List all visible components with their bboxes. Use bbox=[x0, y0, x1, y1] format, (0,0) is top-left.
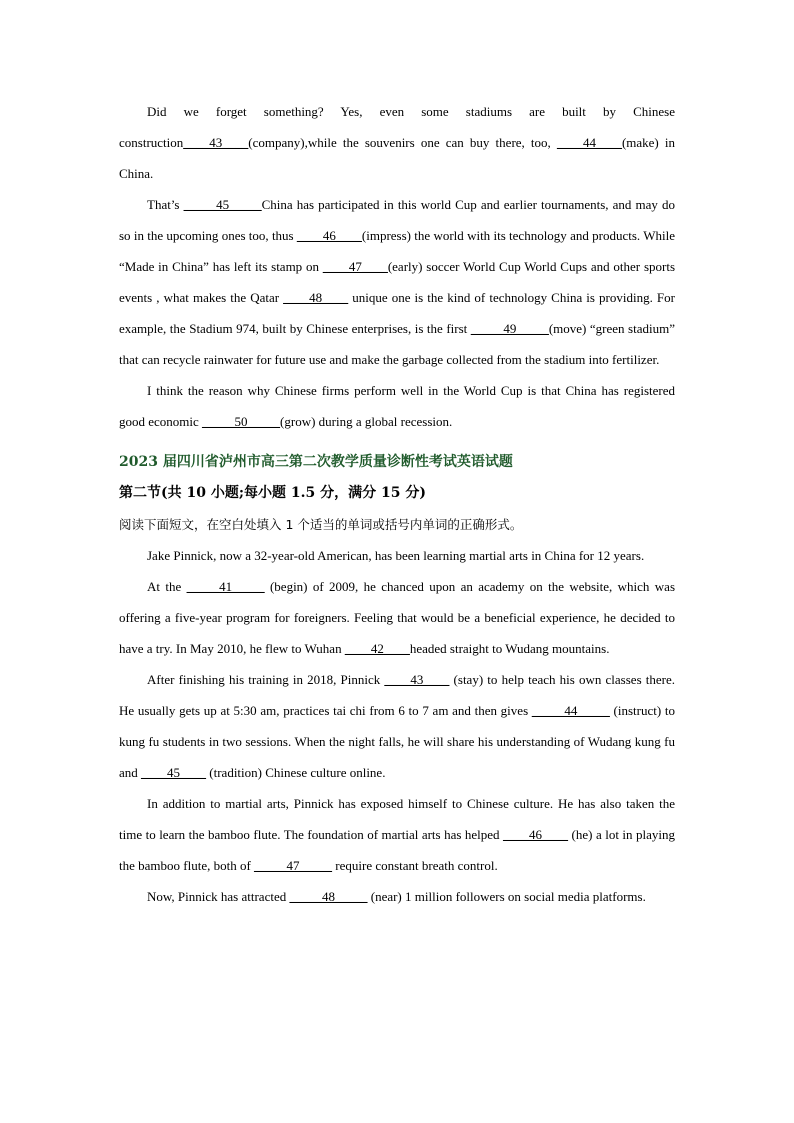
text: (begin) of 2009, he chanced upon an academy on the website, which was offering a five-year program for foreigners. Feeling that would be a beneficial experience, he decided to have a try. In May 2010, he flew to Wuhan bbox=[119, 579, 676, 656]
blank-45: ____45____ bbox=[141, 765, 207, 780]
text: (he) a lot in playing the bamboo flute, both of bbox=[119, 827, 676, 873]
text: China has participated in this world Cup and earlier tournaments, and may do so in the upcoming ones too, thus bbox=[119, 197, 675, 243]
text: Now, Pinnick has attracted bbox=[147, 889, 290, 904]
blank-47: ____47____ bbox=[322, 259, 388, 274]
passage1-paragraph-3 bbox=[119, 375, 675, 437]
passage1-paragraph-1 bbox=[119, 96, 675, 189]
passage2-paragraph-1 bbox=[119, 540, 675, 571]
blank-45: _____45_____ bbox=[183, 197, 262, 212]
blank-50: _____50_____ bbox=[202, 414, 281, 429]
text: Jake Pinnick, now a 32-year-old American, has been learning martial arts in China for 12 years. bbox=[147, 548, 645, 563]
text: After finishing his training in 2018, Pinnick bbox=[147, 672, 385, 687]
blank-43: ____43____ bbox=[183, 135, 249, 150]
blank-49: _____49_____ bbox=[470, 321, 549, 336]
passage1-paragraph-2 bbox=[119, 189, 675, 375]
blank-46: ____46____ bbox=[296, 228, 362, 243]
blank-44: ____44____ bbox=[556, 135, 622, 150]
blank-43: ____43____ bbox=[384, 672, 450, 687]
text: unique one is the kind of technology China is providing. For example, the Stadium 974, built by Chinese enterprises, is the first bbox=[119, 290, 675, 336]
blank-42: ____42____ bbox=[344, 641, 410, 656]
text: headed straight to Wudang mountains. bbox=[409, 641, 610, 656]
passage2-paragraph-3 bbox=[119, 664, 675, 788]
text: I think the reason why Chinese firms perform well in the World Cup is that China has registered good economic bbox=[119, 383, 675, 429]
text: (move) “green stadium” that can recycle rainwater for future use and make the garbage collected from the stadium into fertilizer. bbox=[119, 321, 675, 367]
passage2-paragraph-5 bbox=[119, 881, 675, 912]
text: (near) 1 million followers on social media platforms. bbox=[367, 889, 646, 904]
text: At the bbox=[147, 579, 187, 594]
passage2-paragraph-2 bbox=[119, 571, 675, 664]
text: (instruct) to kung fu students in two sessions. When the night falls, he will share his understanding of Wudang kung fu and bbox=[119, 703, 676, 780]
section-instructions: 阅读下面短文，在空白处填入 1 个适当的单词或括号内单词的正确形式。 bbox=[119, 517, 523, 532]
text: (tradition) Chinese culture online. bbox=[206, 765, 386, 780]
blank-47: _____47_____ bbox=[254, 858, 333, 873]
text: That’s bbox=[147, 197, 184, 212]
text: (impress) the world with its technology and products. While “Made in China” has left its stamp on bbox=[119, 228, 675, 274]
text: (company),while the souvenirs one can buy there, too, bbox=[248, 135, 557, 150]
text: (grow) during a global recession. bbox=[280, 414, 453, 429]
text: (early) soccer World Cup World Cups and other sports events , what makes the Qatar bbox=[119, 259, 675, 305]
blank-48: _____48_____ bbox=[289, 889, 368, 904]
spacer bbox=[119, 437, 675, 447]
text: Did we forget something? Yes, even some stadiums are built by Chinese construction bbox=[119, 104, 675, 150]
text: require constant breath control. bbox=[332, 858, 498, 873]
blank-44: _____44_____ bbox=[531, 703, 610, 718]
blank-46: ____46____ bbox=[503, 827, 569, 842]
section-subtitle: 第二节(共 10 小题;每小题 1.5 分，满分 15 分) bbox=[119, 485, 426, 501]
text: (stay) to help teach his own classes there. He usually gets up at 5:30 am, practices tai chi from 6 to 7 am and then gives bbox=[119, 672, 676, 718]
document-page bbox=[119, 96, 675, 912]
section-title: 2023 届四川省泸州市高三第二次教学质量诊断性考试英语试题 bbox=[119, 454, 513, 470]
text: (make) in China. bbox=[119, 135, 675, 181]
blank-48: ____48____ bbox=[283, 290, 349, 305]
text: In addition to martial arts, Pinnick has exposed himself to Chinese culture. He has also taken the time to learn the bamboo flute. The foundation of martial arts has helped bbox=[119, 796, 675, 842]
passage2-paragraph-4 bbox=[119, 788, 675, 881]
blank-41: _____41_____ bbox=[186, 579, 265, 594]
